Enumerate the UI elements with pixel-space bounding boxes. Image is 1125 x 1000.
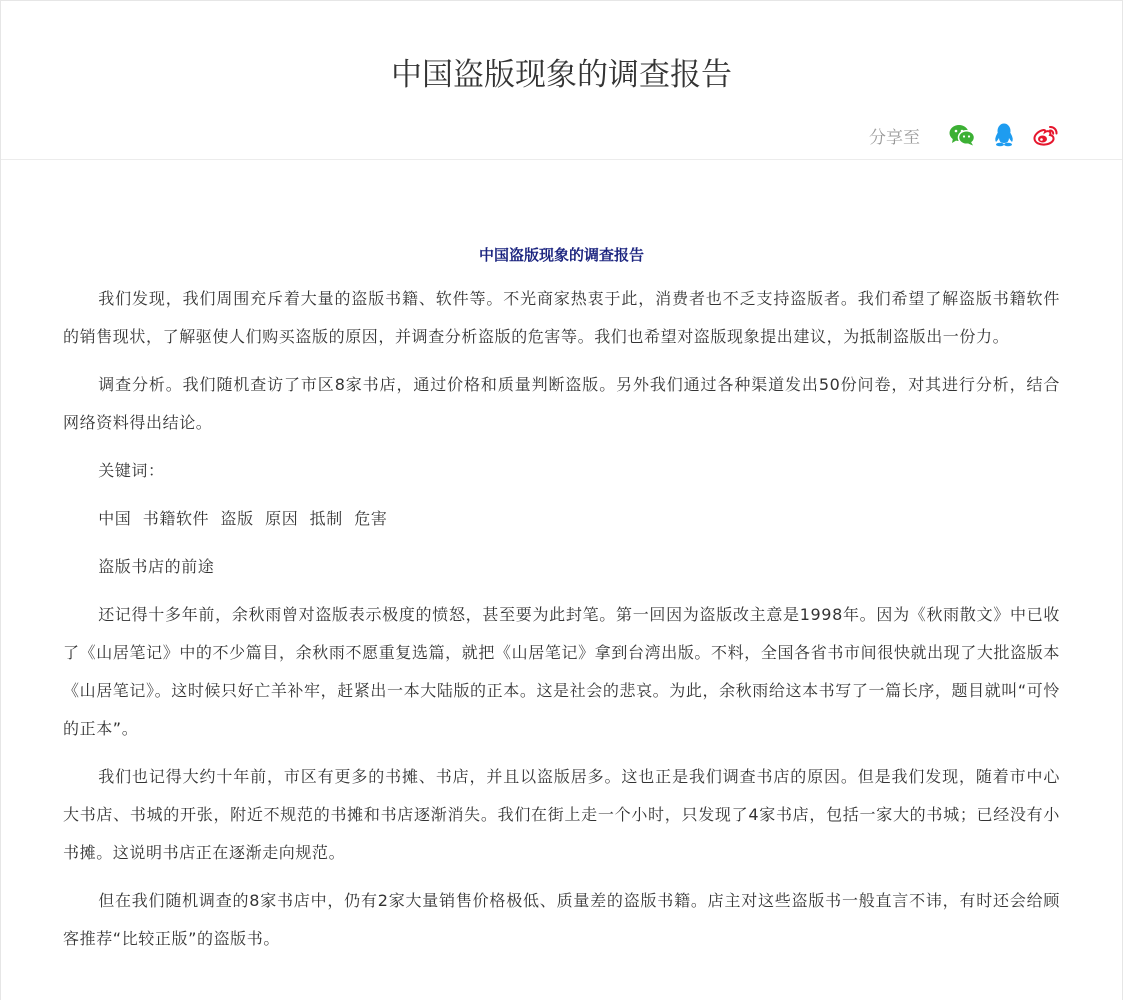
article-body [1, 160, 1122, 958]
paragraph-method: 调查分析。我们随机查访了市区8家书店，通过价格和质量判断盗版。另外我们通过各种渠道发出50份问卷，对其进行分析，结合网络资料得出结论。 [63, 375, 1060, 432]
paragraph-bookstores: 我们也记得大约十年前，市区有更多的书摊、书店，并且以盗版居多。这也正是我们调查书店的原因。但是我们发现，随着市中心大书店、书城的开张，附近不规范的书摊和书店逐渐消失。我们在街上走一个小时，只发现了4家书店，包括一家大的书城；已经没有小书摊。这说明书店正在逐渐走向规范。 [63, 767, 1060, 862]
paragraph-history: 还记得十多年前，余秋雨曾对盗版表示极度的愤怒，甚至要为此封笔。第一回因为盗版改主意是1998年。因为《秋雨散文》中已收了《山居笔记》中的不少篇目，余秋雨不愿重复选篇，就把《山居笔记》拿到台湾出版。不料，全国各省书市间很快就出现了大批盗版本《山居笔记》。这时候只好亡羊补牢，赶紧出一本大陆版的正本。这是社会的悲哀。为此，余秋雨给这本书写了一篇长序，题目就叫“可怜的正本”。 [63, 605, 1060, 738]
paragraph-survey: 但在我们随机调查的8家书店中，仍有2家大量销售价格极低、质量差的盗版书籍。店主对这些盗版书一般直言不讳，有时还会给顾客推荐“比较正版”的盗版书。 [63, 891, 1060, 948]
page-title: 中国盗版现象的调查报告 [391, 57, 732, 93]
wechat-icon[interactable] [948, 121, 976, 149]
weibo-icon[interactable] [1032, 121, 1060, 149]
share-bar [869, 121, 1060, 149]
article-heading: 中国盗版现象的调查报告 [478, 246, 644, 264]
page-header [1, 1, 1122, 160]
keywords-label: 关键词： [98, 461, 165, 480]
keywords-list: 中国 书籍软件 盗版 原因 抵制 危害 [98, 509, 388, 528]
share-label: 分享至 [869, 127, 920, 148]
paragraph-intro: 我们发现，我们周围充斥着大量的盗版书籍、软件等。不光商家热衷于此，消费者也不乏支持盗版者。我们希望了解盗版书籍软件的销售现状，了解驱使人们购买盗版的原因，并调查分析盗版的危害等。我们也希望对盗版现象提出建议，为抵制盗版出一份力。 [63, 289, 1060, 346]
qq-icon[interactable] [990, 121, 1018, 149]
section-heading: 盗版书店的前途 [98, 557, 215, 576]
